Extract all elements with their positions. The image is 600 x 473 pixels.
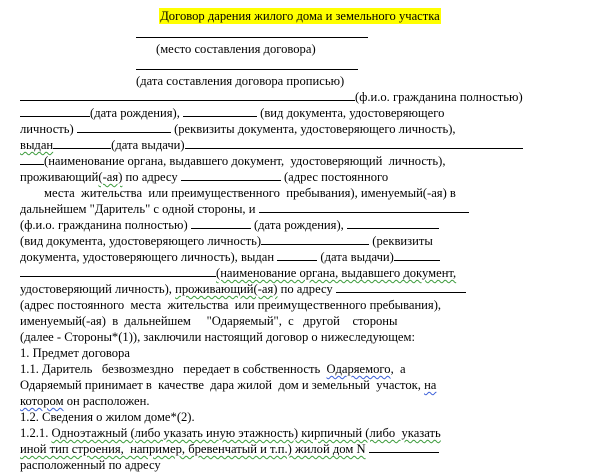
date-line bbox=[136, 58, 358, 74]
donor-address-line bbox=[20, 169, 388, 185]
clause-1-1-text: 1.1. Даритель безвозмездно передает в собственность bbox=[20, 362, 327, 376]
donor-residing-suffix: (-ая) bbox=[98, 170, 123, 184]
clause-1-1-cont-line bbox=[20, 377, 436, 393]
section-heading: 1. Предмет договора bbox=[20, 346, 130, 360]
donor-doc-type-label: (вид документа, удостоверяющего bbox=[260, 106, 445, 120]
clause-1-2-1-cont-line bbox=[20, 441, 439, 457]
parties-line: (далее - Стороны*(1)), заключили настоящий договор о нижеследующем: bbox=[20, 330, 415, 344]
donor-issue-date-label: (дата выдачи) bbox=[111, 138, 185, 152]
donor-name-line bbox=[20, 89, 523, 105]
donee-address-prefix: по адресу bbox=[277, 282, 333, 296]
donee-doc-type-line bbox=[20, 233, 433, 249]
clause-1-2-1-line bbox=[20, 425, 441, 441]
donor-authority-line bbox=[20, 153, 446, 169]
donor-doc-details-label: (реквизиты документа, удостоверяющего личность), bbox=[174, 122, 456, 136]
donee-issued-text: документа, удостоверяющего личность), выдан bbox=[20, 250, 275, 264]
donee-name-label: (ф.и.о. гражданина полностью) bbox=[20, 218, 188, 232]
donor-doc-line bbox=[20, 121, 456, 137]
donor-residence-line: места жительства или преимущественного пребывания), именуемый(-ая) в bbox=[44, 186, 456, 200]
donee-issue-date-label: (дата выдачи) bbox=[320, 250, 394, 264]
place-line bbox=[136, 26, 368, 42]
clause-1-1-final-text: он расположен. bbox=[63, 394, 150, 408]
clause-1-1-cont-end: на bbox=[424, 378, 437, 392]
donor-authority-label: (наименование органа, выдавшего документ, удостоверяющий личность), bbox=[44, 154, 446, 168]
donor-designation-text: дальнейшем "Даритель" с одной стороны, и bbox=[20, 202, 256, 216]
donee-issued-line bbox=[20, 249, 440, 265]
document-title-wrap bbox=[0, 7, 600, 25]
clause-1-2-1-text: Одноэтажный (либо указать иную этажность) кирпичный (либо указать bbox=[51, 426, 441, 440]
date-label: (дата составления договора прописью) bbox=[136, 74, 345, 88]
donor-name-label: (ф.и.о. гражданина полностью) bbox=[355, 90, 523, 104]
donee-doc-type-label: (вид документа, удостоверяющего личность) bbox=[20, 234, 262, 248]
clause-1-2-1-address-text: расположенный по адресу bbox=[20, 458, 161, 472]
place-label: (место составления договора) bbox=[156, 42, 316, 56]
clause-1-1-end: , а bbox=[390, 362, 406, 376]
clause-1-1-which-word: котором bbox=[20, 394, 64, 408]
donor-residing-word: проживающий bbox=[20, 170, 99, 184]
clause-1-1-final-line bbox=[20, 393, 150, 409]
clause-1-2-1-number: 1.2.1. bbox=[20, 426, 52, 440]
donee-birth-label: (дата рождения), bbox=[253, 218, 344, 232]
donee-doc-details-label: (реквизиты bbox=[372, 234, 433, 248]
donor-birth-label: (дата рождения), bbox=[90, 106, 180, 120]
clause-1-1-cont-text: Одаряемый принимает в качестве дара жилой дом и земельный участок, bbox=[20, 378, 425, 392]
donee-authority-line bbox=[20, 265, 456, 281]
donor-designation-line bbox=[20, 201, 469, 217]
donor-issued-line bbox=[20, 137, 523, 153]
donee-address-line bbox=[20, 281, 466, 297]
clause-1-1-line bbox=[20, 361, 406, 377]
donor-address-label: (адрес постоянного bbox=[283, 170, 389, 184]
donor-birth-line bbox=[20, 105, 444, 121]
donee-residing-word: проживающий(-ая) bbox=[175, 282, 278, 296]
donor-issued-word: выдан bbox=[20, 138, 54, 152]
donee-residence-line: (адрес постоянного места жительства или преимущественного пребывания), bbox=[20, 298, 442, 312]
donor-address-prefix: по адресу bbox=[122, 170, 181, 184]
donee-designation-line: именуемый(-ая) в дальнейшем "Одаряемый", с другой стороны bbox=[20, 314, 398, 328]
clause-1-2-1-cont-text: иной тип строения, например, бревенчатый и т.п.) жилой дом N bbox=[20, 442, 366, 456]
clause-1-1-donee: Одаряемого bbox=[326, 362, 391, 376]
donor-identity-label: личность) bbox=[20, 122, 74, 136]
clause-1-2-line: 1.2. Сведения о жилом доме*(2). bbox=[20, 410, 195, 424]
document-title: Договор дарения жилого дома и земельного участка bbox=[160, 9, 440, 23]
donee-identity-text: удостоверяющий личность), bbox=[20, 282, 176, 296]
clause-1-2-1-address-line bbox=[20, 457, 161, 473]
donee-authority-label: (наименование органа, выдавшего документ, bbox=[216, 266, 457, 280]
donee-name-line bbox=[20, 217, 439, 233]
